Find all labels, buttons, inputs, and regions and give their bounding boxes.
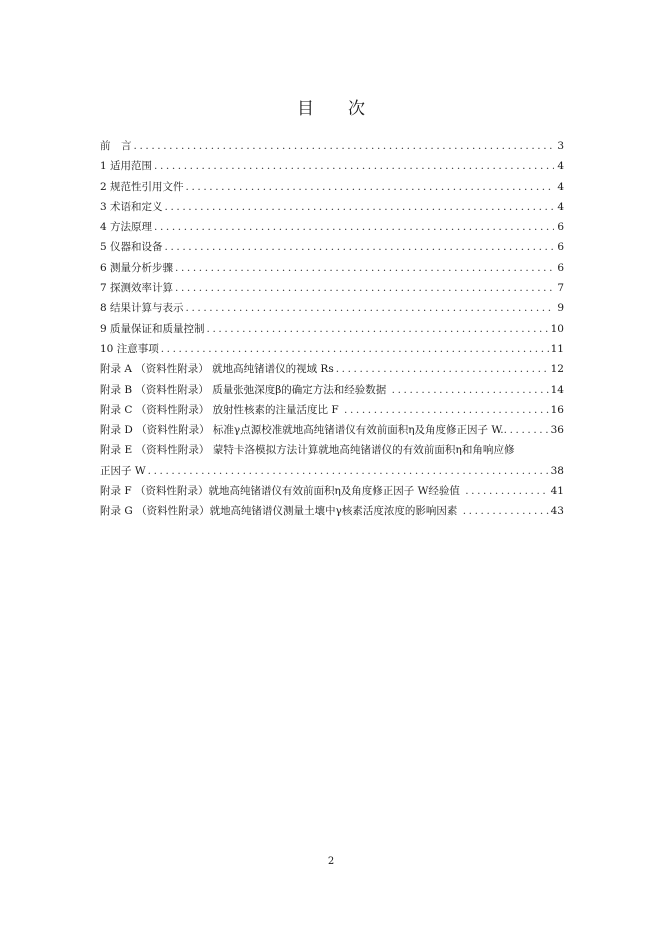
toc-entry-label: 1 适用范围 xyxy=(100,160,153,173)
dot-leader xyxy=(186,177,554,197)
toc-entry-label: 附录 E （资料性附录） 蒙特卡洛模拟方法计算就地高纯锗谱仪的有效前面积η和角响应修 xyxy=(100,444,515,457)
toc-entry-instruments[interactable] xyxy=(100,237,564,257)
toc-entry-appendix-e-continued[interactable] xyxy=(100,461,564,481)
toc-entry-page: 4 xyxy=(557,200,564,213)
toc-entry-label: 前 言 xyxy=(100,140,132,152)
toc-entry-page: 3 xyxy=(557,140,564,152)
toc-entry-foreword[interactable] xyxy=(100,136,564,156)
dot-leader xyxy=(165,237,554,257)
toc-entry-page: 12 xyxy=(550,363,564,376)
toc-entry-page: 4 xyxy=(557,160,564,173)
toc-entry-page: 11 xyxy=(550,342,564,355)
toc-entry-label: 4 方法原理 xyxy=(100,221,153,234)
dot-leader xyxy=(148,461,549,481)
toc-entry-label: 正因子 W xyxy=(100,464,146,477)
toc-entry-method-principle[interactable] xyxy=(100,217,564,237)
dot-leader xyxy=(392,380,549,400)
dot-leader xyxy=(344,400,549,420)
toc-entry-appendix-b[interactable] xyxy=(100,380,564,400)
toc-entry-page: 38 xyxy=(550,464,564,477)
toc-entry-terms-definitions[interactable] xyxy=(100,197,564,217)
toc-entry-appendix-f[interactable] xyxy=(100,481,564,501)
toc-entry-label: 附录 F （资料性附录）就地高纯锗谱仪有效前面积η及角度修正因子 W经验值 xyxy=(100,485,464,498)
toc-entry-results[interactable] xyxy=(100,298,564,318)
toc-entry-appendix-d[interactable] xyxy=(100,420,564,440)
toc-entry-label: 附录 B （资料性附录） 质量张弛深度β的确定方法和经验数据 xyxy=(100,383,390,396)
dot-leader xyxy=(175,258,554,278)
toc-entry-page: 6 xyxy=(557,241,564,254)
toc-entry-page: 7 xyxy=(557,282,564,295)
toc-entry-label: 附录 C （资料性附录） 放射性核素的注量活度比 F xyxy=(100,403,343,416)
toc-entry-label: 2 规范性引用文件 xyxy=(100,180,184,193)
toc-title: 目 次 xyxy=(297,99,365,119)
page-number: 2 xyxy=(327,856,335,867)
toc-entry-precautions[interactable] xyxy=(100,339,564,359)
toc-entry-page: 14 xyxy=(550,383,564,396)
toc-entry-efficiency-calculation[interactable] xyxy=(100,278,564,298)
toc-entry-appendix-a[interactable] xyxy=(100,359,564,379)
toc-entry-label: 6 测量分析步骤 xyxy=(100,261,174,274)
toc-entry-quality-assurance[interactable] xyxy=(100,319,564,339)
table-of-contents xyxy=(100,136,564,522)
toc-entry-appendix-g[interactable] xyxy=(100,501,564,521)
toc-entry-page: 16 xyxy=(550,403,564,416)
toc-entry-label: 附录 D （资料性附录） 标准γ点源校准就地高纯锗谱仪有效前面积η及角度修正因子 W. xyxy=(100,424,504,437)
dot-leader xyxy=(161,339,549,359)
dot-leader xyxy=(186,298,554,318)
dot-leader xyxy=(463,501,549,521)
toc-entry-page: 4 xyxy=(557,180,564,193)
toc-entry-measurement-steps[interactable] xyxy=(100,258,564,278)
dot-leader xyxy=(165,197,554,217)
toc-entry-label: 附录 G （资料性附录）就地高纯锗谱仪测量土壤中γ核素活度浓度的影响因素 xyxy=(100,505,461,518)
toc-entry-normative-references[interactable] xyxy=(100,177,564,197)
dot-leader xyxy=(336,359,549,379)
toc-entry-appendix-e[interactable] xyxy=(100,440,564,460)
toc-entry-page: 10 xyxy=(550,322,564,335)
toc-entry-label: 3 术语和定义 xyxy=(100,200,163,213)
toc-entry-label: 10 注意事项 xyxy=(100,342,159,355)
toc-entry-page: 6 xyxy=(557,261,564,274)
toc-entry-page: 6 xyxy=(557,221,564,234)
toc-entry-label: 8 结果计算与表示 xyxy=(100,302,184,315)
toc-entry-label: 附录 A （资料性附录） 就地高纯锗谱仪的视域 Rs xyxy=(100,363,334,376)
dot-leader xyxy=(154,156,554,176)
dot-leader xyxy=(175,278,554,298)
dot-leader xyxy=(154,217,554,237)
toc-entry-page: 43 xyxy=(550,505,564,518)
toc-entry-appendix-c[interactable] xyxy=(100,400,564,420)
toc-entry-page: 9 xyxy=(557,302,564,315)
dot-leader xyxy=(465,481,548,501)
dot-leader xyxy=(207,319,549,339)
toc-entry-page: 41 xyxy=(550,485,564,498)
dot-leader xyxy=(134,136,555,156)
toc-entry-page: 36 xyxy=(550,424,564,437)
toc-entry-scope[interactable] xyxy=(100,156,564,176)
toc-entry-label: 9 质量保证和质量控制 xyxy=(100,322,205,335)
dot-leader xyxy=(504,420,551,440)
toc-entry-label: 7 探测效率计算 xyxy=(100,282,174,295)
toc-entry-label: 5 仪器和设备 xyxy=(100,241,163,254)
